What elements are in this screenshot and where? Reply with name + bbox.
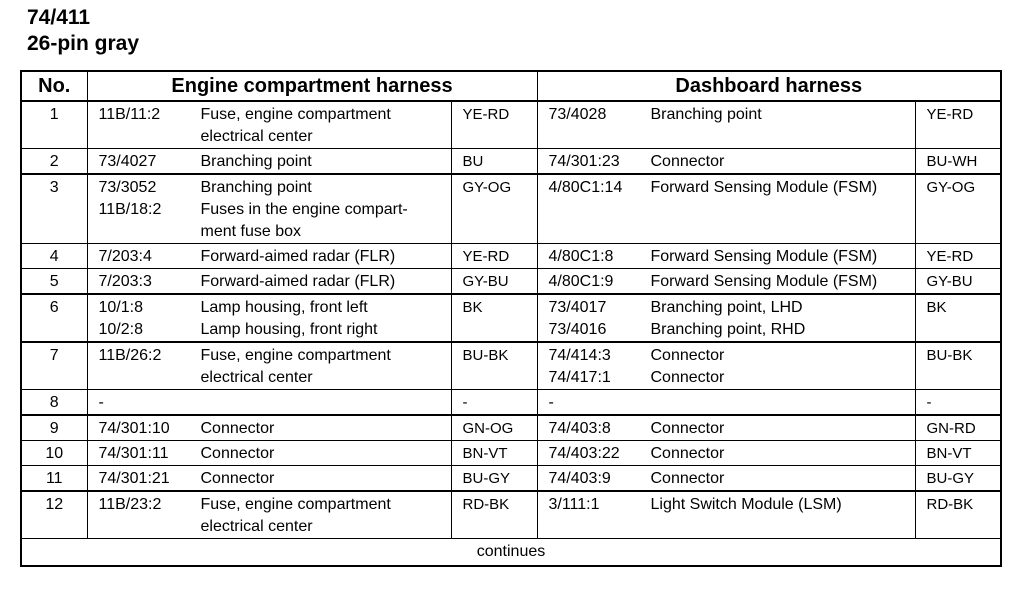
dash-harness-cell	[537, 415, 915, 441]
dash-description: Connector	[650, 369, 725, 386]
engine-terminal-ref: 74/301:11	[98, 445, 169, 462]
table-footer-row	[21, 539, 1001, 567]
dash-harness-cell	[537, 342, 915, 390]
dash-harness-cell	[537, 244, 915, 269]
engine-wire-color: BU-BK	[451, 342, 537, 390]
engine-terminal-ref: 10/2:8	[98, 321, 143, 338]
table-row	[21, 390, 1001, 416]
engine-terminal-ref: 73/3052	[98, 179, 157, 196]
dash-description: Connector	[650, 347, 725, 364]
engine-harness-cell	[87, 390, 451, 416]
engine-description: Fuse, engine compartment	[200, 347, 391, 364]
engine-description: Fuses in the engine compart-	[200, 201, 408, 218]
engine-terminal-ref: 11B/26:2	[98, 347, 162, 364]
engine-description: ment fuse box	[200, 223, 301, 240]
dash-wire-color: YE-RD	[915, 244, 1001, 269]
engine-harness-cell	[87, 466, 451, 492]
column-header-no: No.	[21, 71, 87, 101]
dash-description: Branching point, LHD	[650, 299, 803, 316]
dash-wire-color: BU-WH	[915, 149, 1001, 175]
engine-harness-cell	[87, 415, 451, 441]
dash-wire-color: GY-OG	[915, 174, 1001, 244]
engine-terminal-ref: 74/301:10	[98, 420, 170, 437]
engine-wire-color: BK	[451, 294, 537, 342]
dash-harness-cell	[537, 390, 915, 416]
engine-harness-cell	[87, 342, 451, 390]
engine-description: Fuse, engine compartment	[200, 106, 391, 123]
engine-terminal-ref: 11B/11:2	[98, 106, 161, 123]
table-row	[21, 491, 1001, 539]
dash-harness-cell	[537, 294, 915, 342]
dash-description: Connector	[650, 420, 725, 437]
pin-number: 11	[21, 466, 87, 492]
dash-terminal-ref: -	[548, 394, 554, 411]
engine-description	[201, 392, 451, 414]
dash-wire-color: BU-BK	[915, 342, 1001, 390]
table-row	[21, 244, 1001, 269]
engine-harness-cell	[87, 101, 451, 149]
engine-description: Connector	[200, 470, 275, 487]
dash-harness-cell	[537, 441, 915, 466]
engine-harness-cell	[87, 294, 451, 342]
engine-harness-cell	[87, 174, 451, 244]
engine-wire-color: GN-OG	[451, 415, 537, 441]
table-row	[21, 342, 1001, 390]
dash-terminal-ref: 74/403:8	[548, 420, 611, 437]
table-row	[21, 415, 1001, 441]
pin-number: 9	[21, 415, 87, 441]
dash-harness-cell	[537, 101, 915, 149]
table-header-row	[21, 71, 1001, 101]
engine-wire-color: BU	[451, 149, 537, 175]
dash-terminal-ref: 73/4016	[548, 321, 607, 338]
engine-description: Connector	[200, 445, 275, 462]
dash-terminal-ref: 74/403:22	[548, 445, 620, 462]
pin-number: 6	[21, 294, 87, 342]
pin-number: 10	[21, 441, 87, 466]
table-row	[21, 294, 1001, 342]
engine-wire-color: -	[451, 390, 537, 416]
engine-harness-cell	[87, 149, 451, 175]
dash-harness-cell	[537, 466, 915, 492]
engine-harness-cell	[87, 269, 451, 295]
engine-description: Lamp housing, front left	[200, 299, 368, 316]
engine-terminal-ref: 11B/18:2	[98, 201, 162, 218]
engine-description: electrical center	[200, 128, 313, 145]
engine-description: Branching point	[200, 153, 312, 170]
dash-wire-color: BU-GY	[915, 466, 1001, 492]
engine-description: Forward-aimed radar (FLR)	[200, 248, 396, 265]
engine-harness-cell	[87, 441, 451, 466]
dash-wire-color: RD-BK	[915, 491, 1001, 539]
dash-description: Light Switch Module (LSM)	[650, 496, 842, 513]
engine-terminal-ref: 74/301:21	[98, 470, 170, 487]
dash-harness-cell	[537, 269, 915, 295]
engine-terminal-ref: 73/4027	[98, 153, 157, 170]
engine-wire-color: BN-VT	[451, 441, 537, 466]
dash-terminal-ref: 73/4017	[548, 299, 607, 316]
table-row	[21, 174, 1001, 244]
engine-description: Connector	[200, 420, 275, 437]
engine-terminal-ref: -	[98, 394, 104, 411]
dash-description: Connector	[650, 153, 725, 170]
pinout-table	[20, 70, 1002, 567]
dash-description: Connector	[650, 470, 725, 487]
column-header-dashboard: Dashboard harness	[537, 71, 1001, 101]
dash-wire-color: -	[915, 390, 1001, 416]
pin-number: 5	[21, 269, 87, 295]
pin-number: 3	[21, 174, 87, 244]
dash-terminal-ref: 4/80C1:9	[548, 273, 614, 290]
table-row	[21, 466, 1001, 492]
dash-wire-color: GY-BU	[915, 269, 1001, 295]
dash-description: Forward Sensing Module (FSM)	[650, 179, 878, 196]
engine-wire-color: YE-RD	[451, 244, 537, 269]
dash-terminal-ref: 74/414:3	[548, 347, 611, 364]
engine-harness-cell	[87, 244, 451, 269]
pin-number: 2	[21, 149, 87, 175]
engine-terminal-ref: 7/203:4	[98, 248, 152, 265]
dash-description: Connector	[650, 445, 725, 462]
dash-description: Branching point, RHD	[650, 321, 806, 338]
table-row	[21, 269, 1001, 295]
pin-number: 8	[21, 390, 87, 416]
engine-terminal-ref: 7/203:3	[98, 273, 152, 290]
engine-wire-color: BU-GY	[451, 466, 537, 492]
engine-description: Branching point	[200, 179, 312, 196]
dash-terminal-ref: 73/4028	[548, 106, 607, 123]
continues-note: continues	[21, 539, 1001, 567]
connector-description: 26-pin gray	[27, 32, 140, 55]
pin-number: 4	[21, 244, 87, 269]
table-row	[21, 101, 1001, 149]
dash-wire-color: GN-RD	[915, 415, 1001, 441]
dash-description: Branching point	[650, 106, 762, 123]
dash-wire-color: BN-VT	[915, 441, 1001, 466]
dash-terminal-ref: 74/403:9	[548, 470, 611, 487]
engine-terminal-ref: 11B/23:2	[98, 496, 162, 513]
engine-description: Forward-aimed radar (FLR)	[200, 273, 396, 290]
dash-description: Forward Sensing Module (FSM)	[650, 273, 878, 290]
engine-wire-color: YE-RD	[451, 101, 537, 149]
dash-harness-cell	[537, 149, 915, 175]
table-row	[21, 441, 1001, 466]
dash-harness-cell	[537, 491, 915, 539]
dash-wire-color: YE-RD	[915, 101, 1001, 149]
pin-number: 1	[21, 101, 87, 149]
dash-description: Forward Sensing Module (FSM)	[650, 248, 878, 265]
dash-terminal-ref: 4/80C1:8	[548, 248, 614, 265]
pin-number: 7	[21, 342, 87, 390]
engine-description: electrical center	[200, 369, 313, 386]
pin-number: 12	[21, 491, 87, 539]
dash-harness-cell	[537, 174, 915, 244]
column-header-engine: Engine compartment harness	[87, 71, 537, 101]
engine-description: Lamp housing, front right	[200, 321, 378, 338]
engine-description: electrical center	[200, 518, 313, 535]
dash-terminal-ref: 74/417:1	[548, 369, 611, 386]
connector-id: 74/411	[27, 6, 91, 29]
engine-wire-color: GY-BU	[451, 269, 537, 295]
dash-terminal-ref: 4/80C1:14	[548, 179, 623, 196]
dash-wire-color: BK	[915, 294, 1001, 342]
engine-description: Fuse, engine compartment	[200, 496, 391, 513]
dash-terminal-ref: 3/111:1	[548, 496, 600, 513]
engine-wire-color: GY-OG	[451, 174, 537, 244]
engine-wire-color: RD-BK	[451, 491, 537, 539]
dash-description	[651, 392, 915, 414]
table-row	[21, 149, 1001, 175]
engine-harness-cell	[87, 491, 451, 539]
engine-terminal-ref: 10/1:8	[98, 299, 143, 316]
dash-terminal-ref: 74/301:23	[548, 153, 620, 170]
